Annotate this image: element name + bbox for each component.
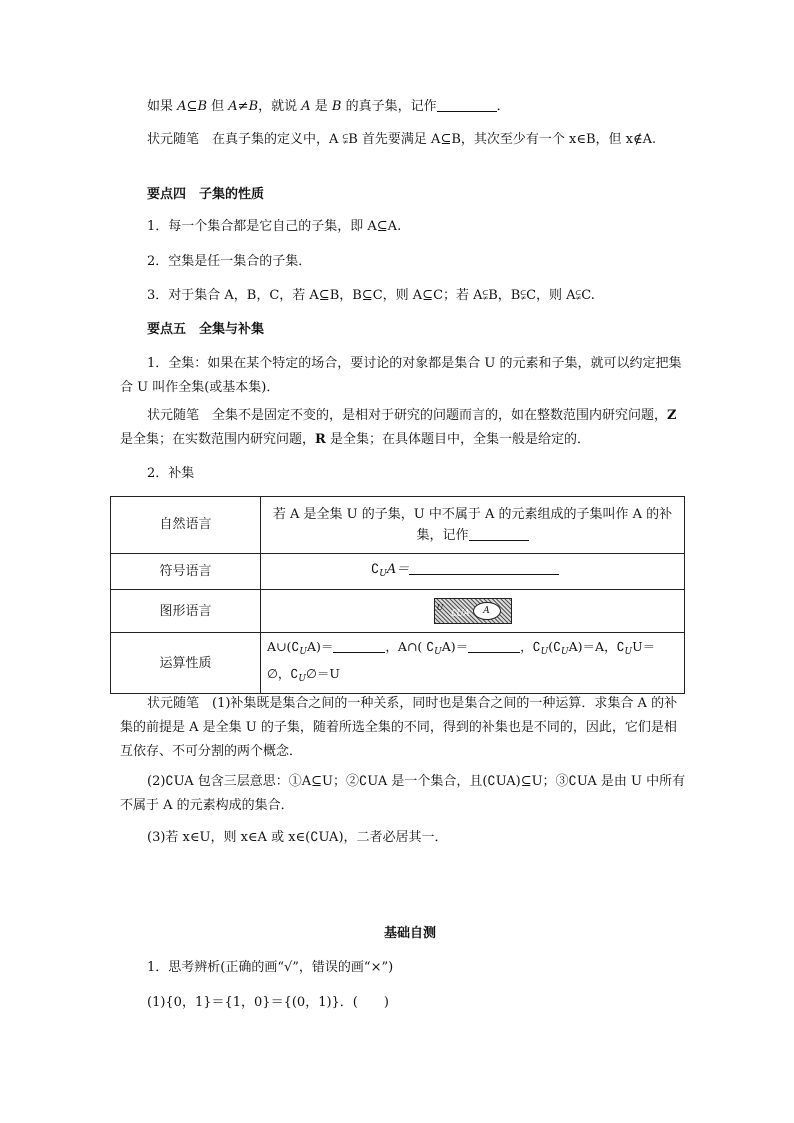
heading-subset-properties: 要点四 子集的性质 (147, 187, 265, 202)
property-3: 3．对于集合 A，B，C，若 A⊆B，B⊆C，则 A⊆C；若 A⫋B，B⫋C，则 A⫋C. (147, 288, 595, 303)
venn-diagram (434, 598, 512, 624)
proper-subset-definition: 如果 A⊆B 但 A≠B，就说 A 是 B 的真子集，记作 ． (147, 99, 510, 114)
graphic-language-cell (261, 590, 685, 633)
table-row (111, 553, 685, 590)
property-1: 1．每一个集合都是它自己的子集，即 A⊆A. (147, 219, 402, 234)
universal-set-definition: 1．全集：如果在某个特定的场合，要讨论的对象都是集合 U 的元素和子集，就可以约定把集合 U 叫作全集(或基本集)． (120, 356, 682, 395)
set-a-ellipse: A (473, 602, 501, 620)
note-universal-set: 状元随笔 全集不是固定不变的，是相对于研究的问题而言的，如在整数范围内研究问题，Z 是全集；在实数范围内研究问题，R 是全集；在具体题目中，全集一般是给定的． (120, 408, 677, 447)
complement-table (110, 496, 685, 694)
answer-blank (409, 560, 559, 575)
answer-blank (333, 638, 385, 653)
note-complement-3: (3)若 x∈U，则 x∈A 或 x∈(∁UA)，二者必居其一． (147, 830, 448, 845)
complement-heading: 2．补集 (147, 466, 195, 481)
exercise-item-1: (1){0，1}＝{1，0}＝{(0，1)}．( ) (147, 995, 389, 1010)
row-label: 运算性质 (111, 633, 261, 694)
note-proper-subset: 状元随笔 在真子集的定义中，A ⫋B 首先要满足 A⊆B，其次至少有一个 x∈B，但 x∉A. (147, 132, 657, 147)
symbolic-language-cell: $∁_UA=$ (261, 553, 685, 590)
answer-blank (469, 526, 529, 541)
answer-blank (468, 638, 520, 653)
section-title: 基础自测 (383, 926, 436, 941)
row-label: 符号语言 (111, 553, 261, 590)
complement-label: ∁UA (450, 609, 471, 620)
universal-label: U (436, 603, 444, 613)
operation-properties-cell: $A\cup(∁_UA)=$ ，A∩( $∁_UA)=$ ，$∁_U(∁_UA)=A$，$∁_UU=$ ∅，$∁_U\emptyset=U$ (261, 633, 685, 694)
table-row (111, 590, 685, 633)
table-row (111, 633, 685, 694)
answer-blank (437, 97, 497, 112)
note-complement-1: 状元随笔 (1)补集既是集合之间的一种关系，同时也是集合之间的一种运算．求集合 A 的补集的前提是 A 是全集 U 的子集，随着所选全集的不同，得到的补集也是不同的，因此，它们是相互依存、不可分割的两个概念． (120, 696, 678, 759)
row-label: 图形语言 (111, 590, 261, 633)
row-label: 自然语言 (111, 497, 261, 554)
note-complement-2: (2)∁UA 包含三层意思：①A⊆U；②∁UA 是一个集合，且(∁UA)⊆U；③∁UA 是由 U 中所有不属于 A 的元素构成的集合． (120, 774, 686, 813)
table-row (111, 497, 685, 554)
property-2: 2．空集是任一集合的子集． (147, 254, 312, 269)
heading-universal-complement: 要点五 全集与补集 (147, 322, 265, 337)
natural-language-cell: 若 A 是全集 U 的子集，U 中不属于 A 的元素组成的子集叫作 A 的补集，记作 (261, 497, 685, 554)
exercise-intro: 1．思考辨析(正确的画“√”，错误的画“×”) (147, 960, 394, 975)
